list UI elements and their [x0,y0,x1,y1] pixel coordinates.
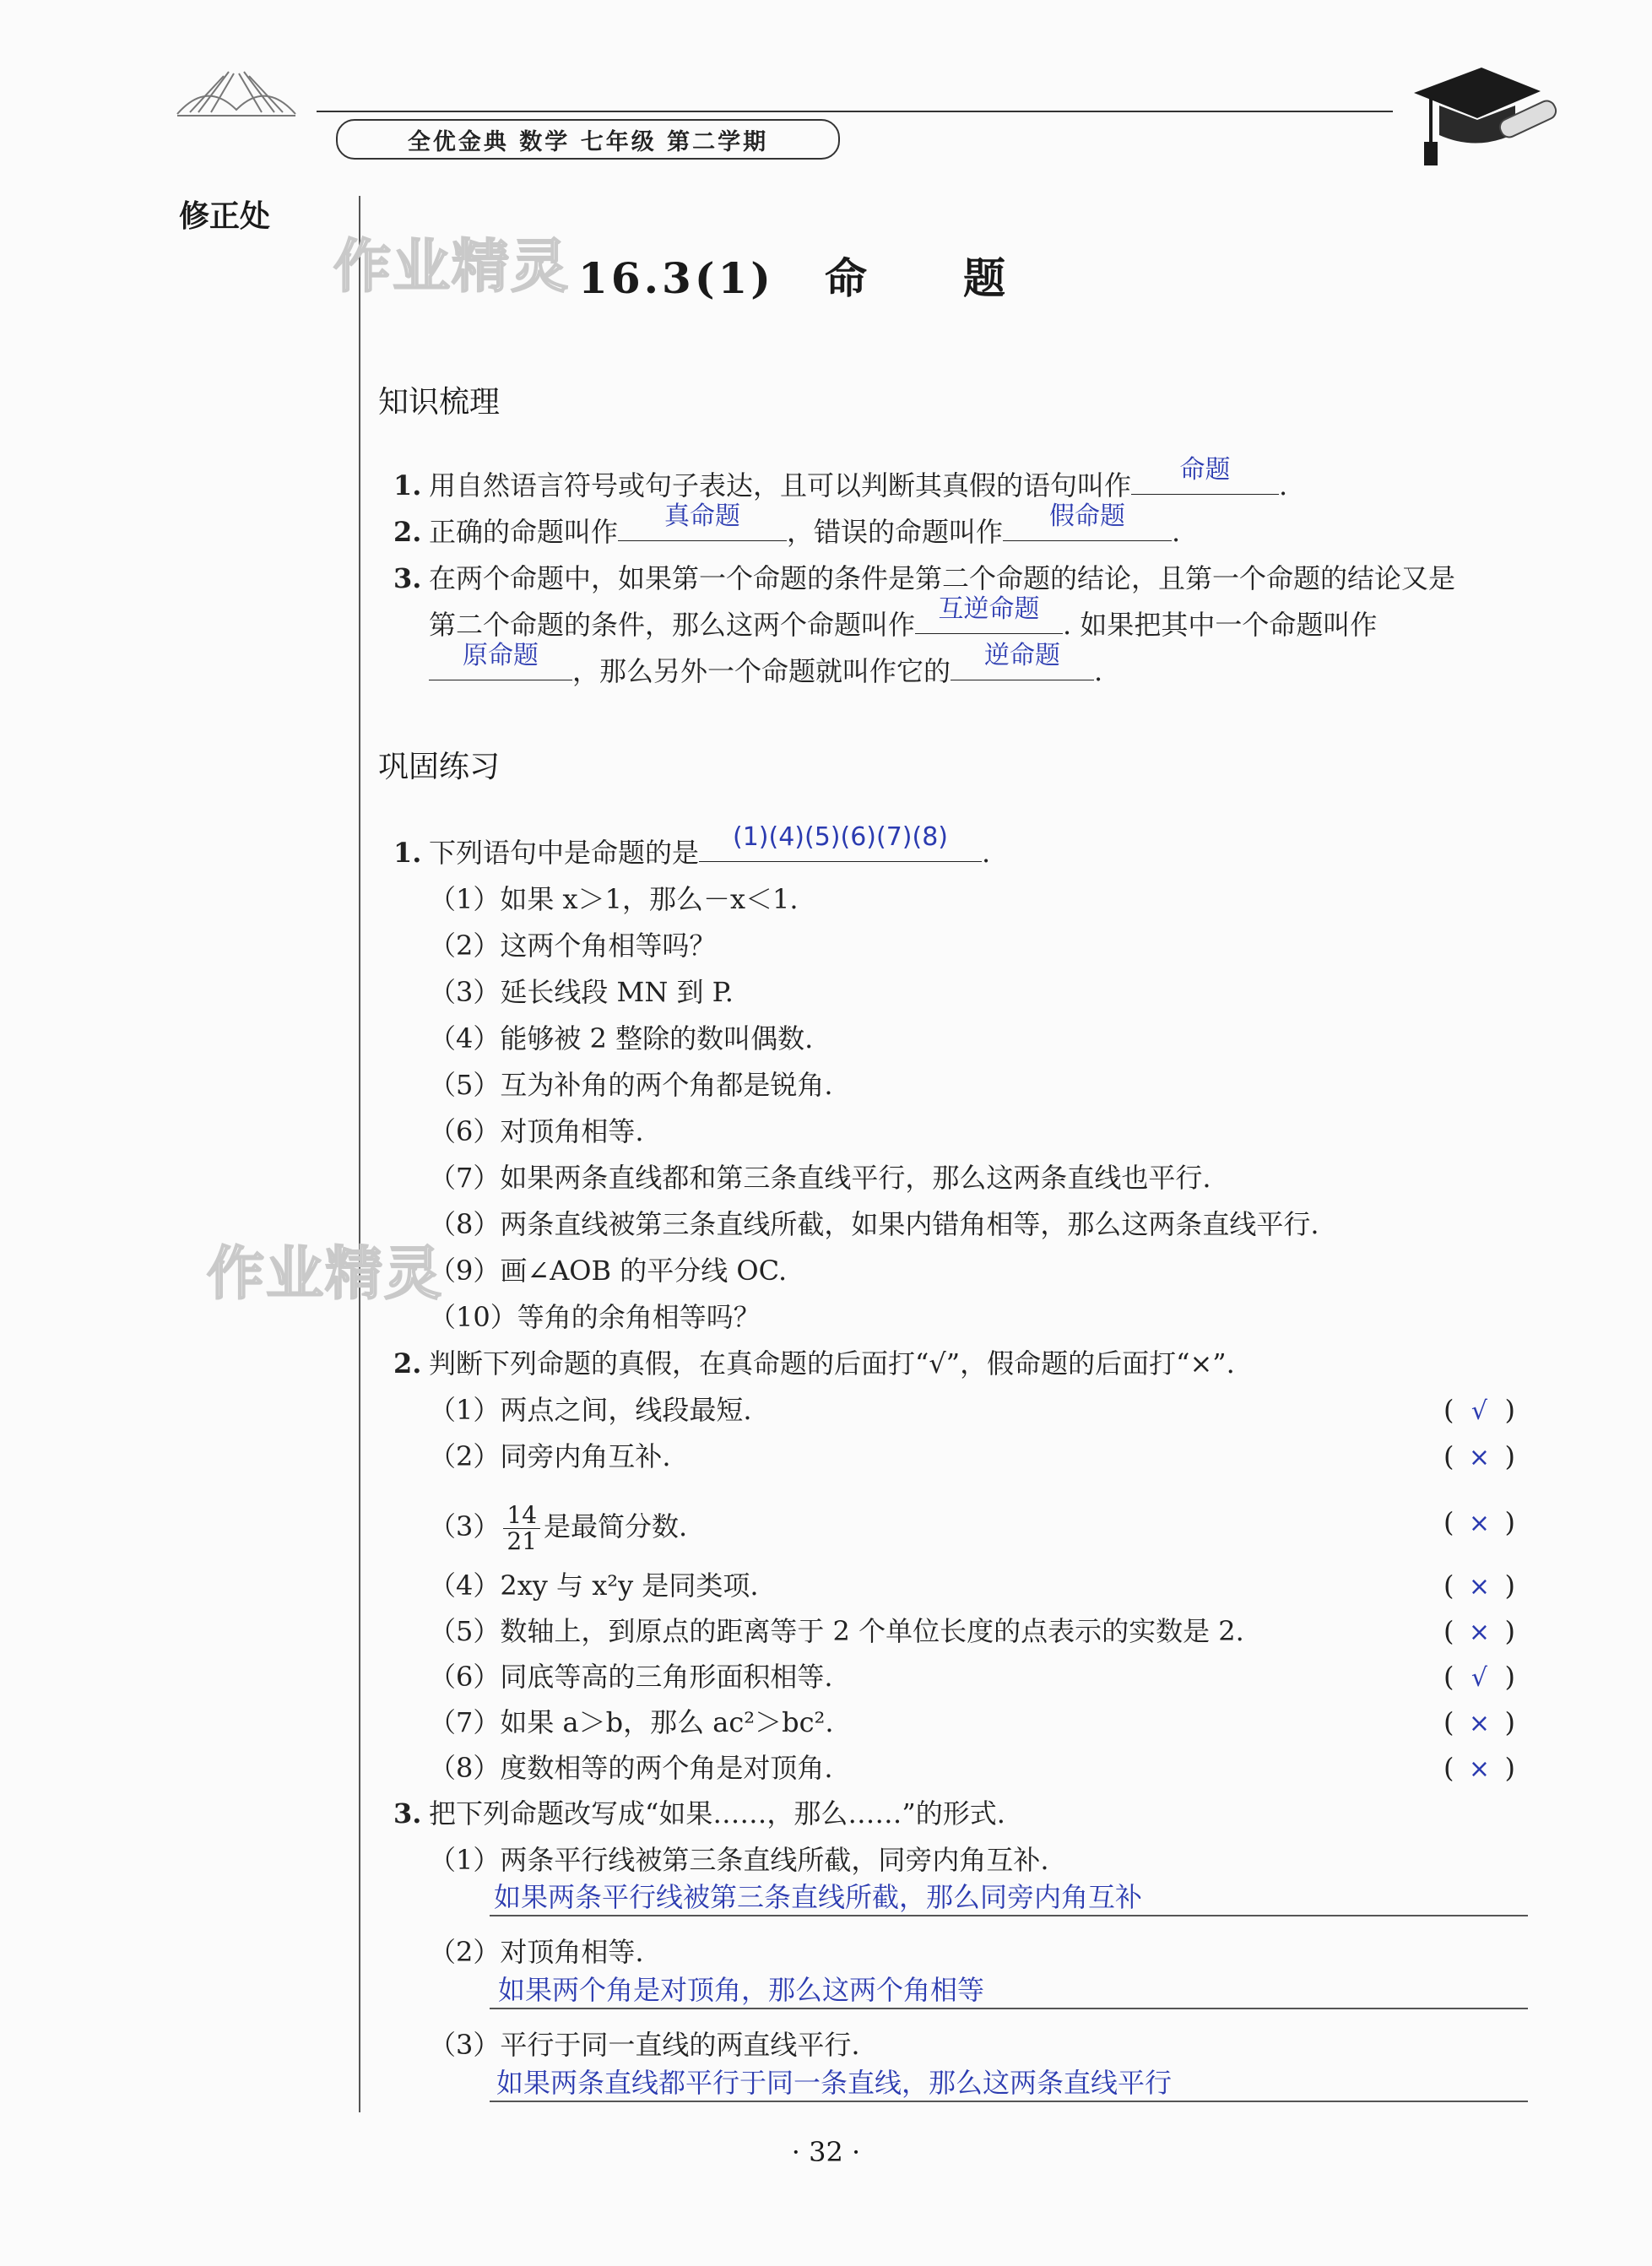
answer-paren: ( × ) [1443,1706,1515,1738]
knowledge-item: 3. 在两个命题中，如果第一个命题的条件是第二个命题的结论，且第一个命题的结论又是 [393,562,1456,594]
watermark: 作业精灵 [333,234,571,301]
sub-item: （9）画∠AOB 的平分线 OC. [429,1255,788,1287]
sub-item: （4）能够被 2 整除的数叫偶数. [429,1022,814,1054]
answer-paren: ( × ) [1443,1615,1515,1647]
book-title: 全优金典 数学 七年级 第二学期 [336,119,840,160]
sub-item: （6）对顶角相等. [429,1115,644,1147]
section-number: 16.3(1) [578,253,774,303]
header-rule [317,111,1393,112]
answer-blank: 假命题 [1003,515,1172,541]
answer-paren: ( × ) [1443,1440,1515,1472]
answer-blank: 原命题 [429,654,572,680]
answer-paren: ( √ ) [1443,1661,1515,1693]
margin-rule [359,196,360,2112]
answer-paren: ( × ) [1443,1752,1515,1784]
judge-item: （1）两点之间，线段最短. [429,1394,752,1426]
sub-item: （7）如果两条直线都和第三条直线平行，那么这两条直线也平行. [429,1162,1211,1194]
answer-blank: (1)(4)(5)(6)(7)(8) [699,836,982,862]
knowledge-item-cont: 原命题 ，那么另外一个命题就叫作它的 逆命题 . [429,654,1102,688]
answer-blank: 真命题 [618,515,787,541]
sub-item: （8）两条直线被第三条直线所截，如果内错角相等，那么这两条直线平行. [429,1208,1319,1240]
answer-blank: 逆命题 [951,654,1094,680]
answer-blank: 命题 [1131,469,1279,495]
question: 2. 判断下列命题的真假，在真命题的后面打“√”，假命题的后面打“×”. [393,1347,1235,1380]
watermark: 作业精灵 [207,1241,444,1308]
page-title [371,245,1216,306]
judge-item: （7）如果 a＞b，那么 ac²＞bc². [429,1706,834,1738]
sub-item: （10）等角的余角相等吗？ [429,1301,761,1333]
handwritten-answer: 如果两条直线都平行于同一条直线，那么这两条直线平行 [496,2067,1173,2099]
section-heading: 巩固练习 [378,750,501,784]
sub-item: （5）互为补角的两个角都是锐角. [429,1069,833,1101]
rewrite-item: （2）对顶角相等. [429,1936,644,1968]
graduation-cap-icon [1406,59,1566,169]
rewrite-item: （3）平行于同一直线的两直线平行. [429,2029,860,2061]
judge-item: （4）2xy 与 x²y 是同类项. [429,1569,759,1602]
fraction: $\frac{14}{21}$ [503,1503,540,1554]
correction-label: 修正处 [179,199,271,234]
sub-item: （3）延长线段 MN 到 P. [429,976,734,1008]
rewrite-item: （1）两条平行线被第三条直线所截，同旁内角互补. [429,1844,1049,1876]
page-number: · 32 · [791,2136,861,2168]
answer-line [490,1915,1528,1916]
question: 3. 把下列命题改写成“如果……，那么……”的形式. [393,1797,1005,1830]
answer-line [490,2101,1528,2102]
judge-item: （6）同底等高的三角形面积相等. [429,1661,833,1693]
handwritten-answer: 如果两个角是对顶角，那么这两个角相等 [498,1974,985,2006]
sub-item: （2）这两个角相等吗？ [429,930,717,962]
answer-paren: ( × ) [1443,1569,1515,1602]
section-heading: 知识梳理 [378,385,501,420]
question: 1. 下列语句中是命题的是 (1)(4)(5)(6)(7)(8) . [393,822,991,869]
judge-item: （8）度数相等的两个角是对顶角. [429,1752,833,1784]
answer-paren: ( × ) [1443,1506,1515,1538]
judge-item: （3） $\frac{14}{21}$ 是最简分数. [429,1501,688,1555]
sub-item: （1）如果 x＞1，那么－x＜1. [429,883,799,915]
open-book-icon [173,63,300,122]
answer-paren: ( √ ) [1443,1394,1515,1426]
knowledge-item: 2. 正确的命题叫作 真命题 ，错误的命题叫作 假命题 . [393,501,1181,548]
handwritten-answer: 如果两条平行线被第三条直线所截，那么同旁内角互补 [494,1881,1143,1913]
title-word: 题 [962,253,1009,303]
knowledge-item-cont: 第二个命题的条件，那么这两个命题叫作 互逆命题 . 如果把其中一个命题叫作 [429,594,1378,641]
title-word: 命 [824,253,870,303]
knowledge-item: 1. 用自然语言符号或句子表达，且可以判断其真假的语句叫作 命题 . [393,455,1288,501]
judge-item: （2）同旁内角互补. [429,1440,671,1472]
answer-line [490,2008,1528,2009]
answer-blank: 互逆命题 [915,608,1063,634]
judge-item: （5）数轴上，到原点的距离等于 2 个单位长度的点表示的实数是 2. [429,1615,1244,1647]
